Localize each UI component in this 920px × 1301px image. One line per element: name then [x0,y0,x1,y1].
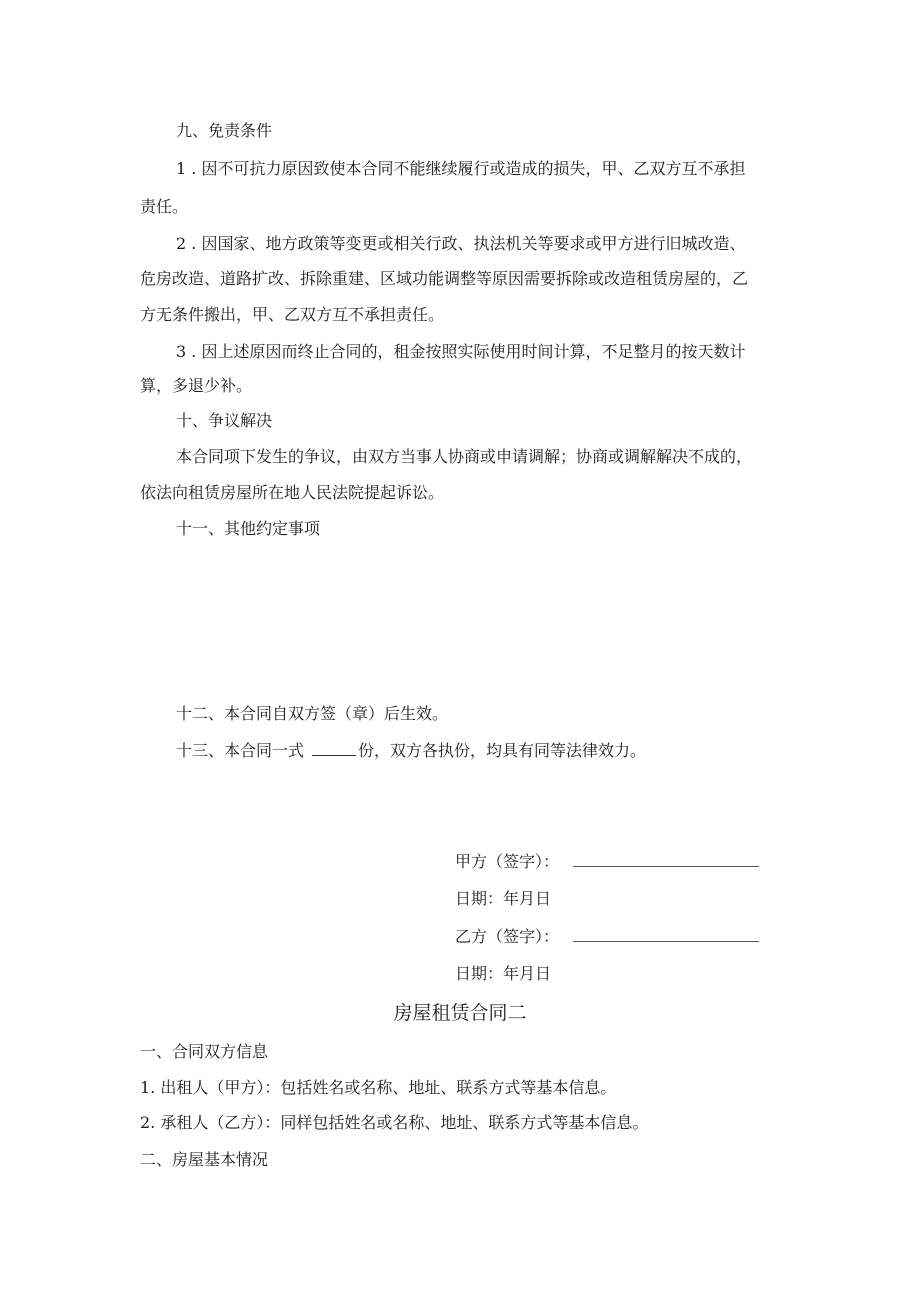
section-13-text [176,740,646,762]
date-a: 日期：年月日 [455,889,552,908]
party-a-label: 甲方（签字）： [455,852,560,871]
section-9-item-2-line-3: 方无条件搬出，甲、乙双方互不承担责任。 [140,305,445,324]
section-9-item-2-line-1: 2 . 因国家、地方政策等变更或相关行政、执法机关等要求或甲方进行旧城改造、 [176,234,746,253]
section-10-body-line-2: 依法向租赁房屋所在地人民法院提起诉讼。 [140,483,445,502]
section-9-item-2-line-2: 危房改造、道路扩改、拆除重建、区域功能调整等原因需要拆除或改造租赁房屋的，乙 [140,269,749,288]
copies-blank [312,741,356,756]
party-b-label: 乙方（签字）： [455,927,560,946]
contract-2-section-2-heading: 二、房屋基本情况 [140,1150,269,1169]
contract-2-section-1-heading: 一、合同双方信息 [140,1042,269,1061]
contract-2-item-1: 1. 出租人（甲方）：包括姓名或名称、地址、联系方式等基本信息。 [140,1078,617,1097]
section-10-heading: 十、争议解决 [176,411,273,430]
section-11-heading: 十一、其他约定事项 [176,519,321,538]
section-10-body-line-1: 本合同项下发生的争议，由双方当事人协商或申请调解；协商或调解解决不成的， [176,447,753,466]
section-9-item-3-line-1: 3 . 因上述原因而终止合同的，租金按照实际使用时间计算，不足整月的按天数计 [176,342,746,361]
party-b-signature-line [573,927,759,942]
party-b-signature [455,926,759,948]
section-9-heading: 九、免责条件 [176,121,273,140]
section-9-item-1-line-1: 1 . 因不可抗力原因致使本合同不能继续履行或造成的损失，甲、乙双方互不承担 [176,159,746,178]
section-9-item-1-line-2: 责任。 [140,197,189,216]
section-13-suffix: 份，双方各执份，均具有同等法律效力。 [358,741,647,760]
party-a-signature-line [573,852,759,867]
section-9-item-3-line-2: 算，多退少补。 [140,376,253,395]
section-12-text: 十二、本合同自双方签（章）后生效。 [176,704,449,723]
party-a-signature [455,851,759,873]
section-13-prefix: 十三、本合同一式 [176,741,305,760]
contract-2-title: 房屋租赁合同二 [393,1002,527,1024]
date-b: 日期：年月日 [455,964,552,983]
contract-2-item-2: 2. 承租人（乙方）：同样包括姓名或名称、地址、联系方式等基本信息。 [140,1113,649,1132]
